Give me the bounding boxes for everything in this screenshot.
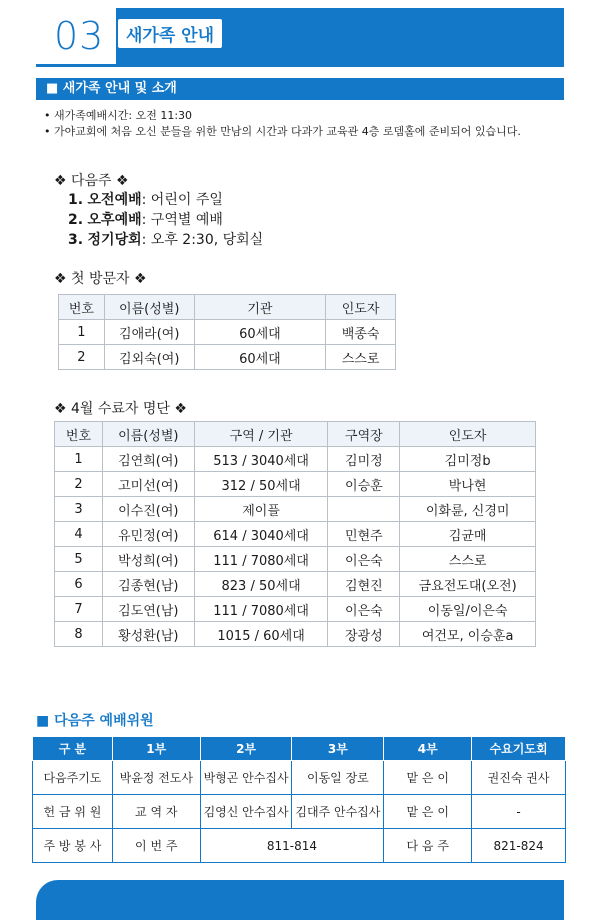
section-title: 새가족 안내: [118, 19, 222, 48]
worship-committee-table: [32, 736, 566, 863]
next-week-heading: ❖ 다음주 ❖: [54, 173, 129, 189]
graduates-heading: ❖ 4월 수료자 명단 ❖: [54, 401, 187, 417]
worship-committee-title: ■ 다음주 예배위원: [36, 713, 154, 729]
table-row: 5 박성희(여) 111 / 7080세대 이은숙 스스로: [55, 547, 536, 572]
table-row: 2 김외숙(여) 60세대 스스로: [59, 345, 396, 370]
header-divider: [36, 64, 564, 67]
table-row: 4 유민정(여) 614 / 3040세대 민현주 김균매: [55, 522, 536, 547]
subsection-bar: ■ 새가족 안내 및 소개: [36, 78, 564, 100]
table-row: 헌 금 위 원 교 역 자 김영신 안수집사 김대주 안수집사 맡 은 이 -: [33, 795, 566, 829]
table-row: 7 김도연(남) 111 / 7080세대 이은숙 이동일/이은숙: [55, 597, 536, 622]
footer-band: [36, 880, 564, 920]
list-item: 3. 정기당회: 오후 2:30, 당회실: [68, 232, 264, 248]
graduates-table: [54, 421, 536, 647]
section-number: 03: [54, 14, 105, 58]
table-row: 1 김연희(여) 513 / 3040세대 김미정 김미정b: [55, 447, 536, 472]
table-header-row: 구 분 1부 2부 3부 4부 수요기도회: [33, 737, 566, 761]
next-week-list: [68, 190, 263, 250]
intro-line-time: • 새가족예배시간: 오전 11:30: [44, 109, 193, 122]
table-row: 8 황성환(남) 1015 / 60세대 장광성 여건모, 이승훈a: [55, 622, 536, 647]
list-item: 2. 오후예배: 구역별 예배: [68, 212, 223, 228]
visitors-heading: ❖ 첫 방문자 ❖: [54, 271, 147, 287]
table-row: 다음주기도 박윤정 전도사 박형곤 안수집사 이동일 장로 맡 은 이 권진숙 권사: [33, 761, 566, 795]
list-item: 1. 오전예배: 어린이 주일: [68, 192, 223, 208]
table-row: 2 고미선(여) 312 / 50세대 이승훈 박나현: [55, 472, 536, 497]
visitors-table: [58, 294, 396, 370]
table-row: 3 이수진(여) 제이플 이화륜, 신경미: [55, 497, 536, 522]
table-row: 1 김애라(여) 60세대 백종숙: [59, 320, 396, 345]
intro-line-welcome: • 가야교회에 처음 오신 분들을 위한 만남의 시간과 다과가 교육관 4층 로뎀홀에 준비되어 있습니다.: [44, 125, 521, 138]
intro-text: [44, 108, 521, 140]
table-row: 주 방 봉 사 이 번 주 811-814 다 음 주 821-824: [33, 829, 566, 863]
table-row: 6 김종현(남) 823 / 50세대 김현진 금요전도대(오전): [55, 572, 536, 597]
table-header-row: 번호 이름(성별) 기관 인도자: [59, 295, 396, 320]
table-header-row: 번호 이름(성별) 구역 / 기관 구역장 인도자: [55, 422, 536, 447]
